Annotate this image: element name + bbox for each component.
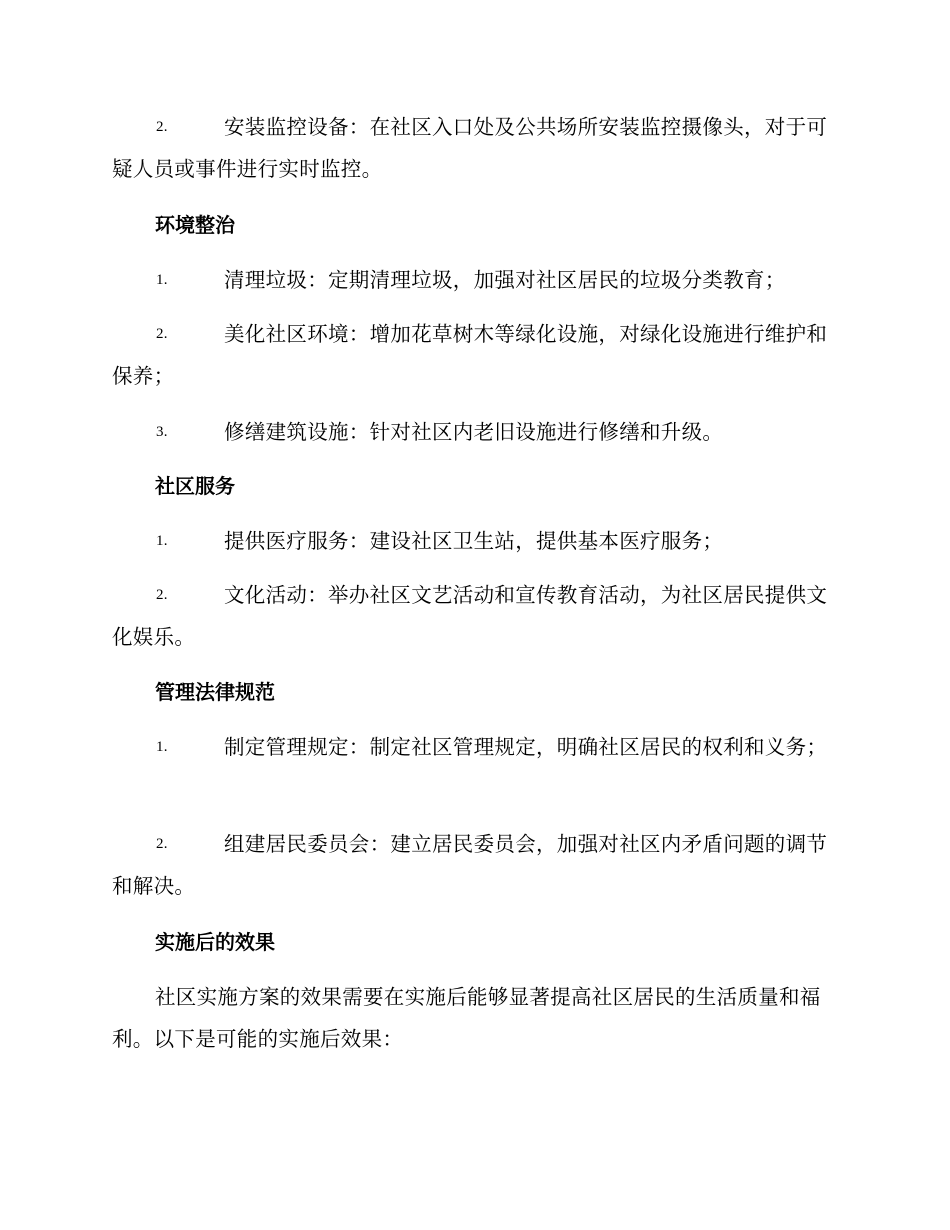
list-item-number: 1. (156, 272, 168, 288)
list-item-number: 1. (156, 739, 168, 755)
list-item-text: 制定管理规定：制定社区管理规定，明确社区居民的权利和义务； (224, 735, 828, 759)
section-heading: 管理法律规范 (155, 680, 275, 704)
list-item (112, 411, 836, 453)
list-item-text: 安装监控设备：在社区入口处及公共场所安装监控摄像头，对于可疑人员或事件进行实时监控。 (112, 115, 828, 181)
section-heading: 实施后的效果 (155, 930, 275, 954)
list-item (112, 259, 836, 301)
section-heading: 环境整治 (155, 213, 235, 237)
list-item-text: 文化活动：举办社区文艺活动和宣传教育活动，为社区居民提供文化娱乐。 (112, 583, 828, 649)
body-paragraph: 社区实施方案的效果需要在实施后能够显著提高社区居民的生活质量和福利。以下是可能的实施后效果： (112, 985, 821, 1051)
list-item-text: 组建居民委员会：建立居民委员会，加强对社区内矛盾问题的调节和解决。 (112, 832, 828, 898)
list-item (112, 574, 836, 658)
section-heading: 社区服务 (155, 474, 235, 498)
list-item (112, 520, 836, 562)
list-item-number: 2. (156, 326, 168, 342)
list-item-number: 2. (156, 836, 168, 852)
list-item-text: 提供医疗服务：建设社区卫生站，提供基本医疗服务； (224, 529, 724, 553)
list-item (112, 726, 836, 768)
list-item (112, 313, 836, 397)
list-item-number: 2. (156, 587, 168, 603)
list-item-text: 修缮建筑设施：针对社区内老旧设施进行修缮和升级。 (224, 420, 724, 444)
list-item-text: 美化社区环境：增加花草树木等绿化设施，对绿化设施进行维护和保养； (112, 322, 828, 388)
list-item (112, 823, 836, 907)
list-item-number: 3. (156, 424, 168, 440)
list-item (112, 106, 836, 190)
list-item-text: 清理垃圾：定期清理垃圾，加强对社区居民的垃圾分类教育； (224, 268, 786, 292)
list-item-number: 1. (156, 533, 168, 549)
list-item-number: 2. (156, 119, 168, 135)
